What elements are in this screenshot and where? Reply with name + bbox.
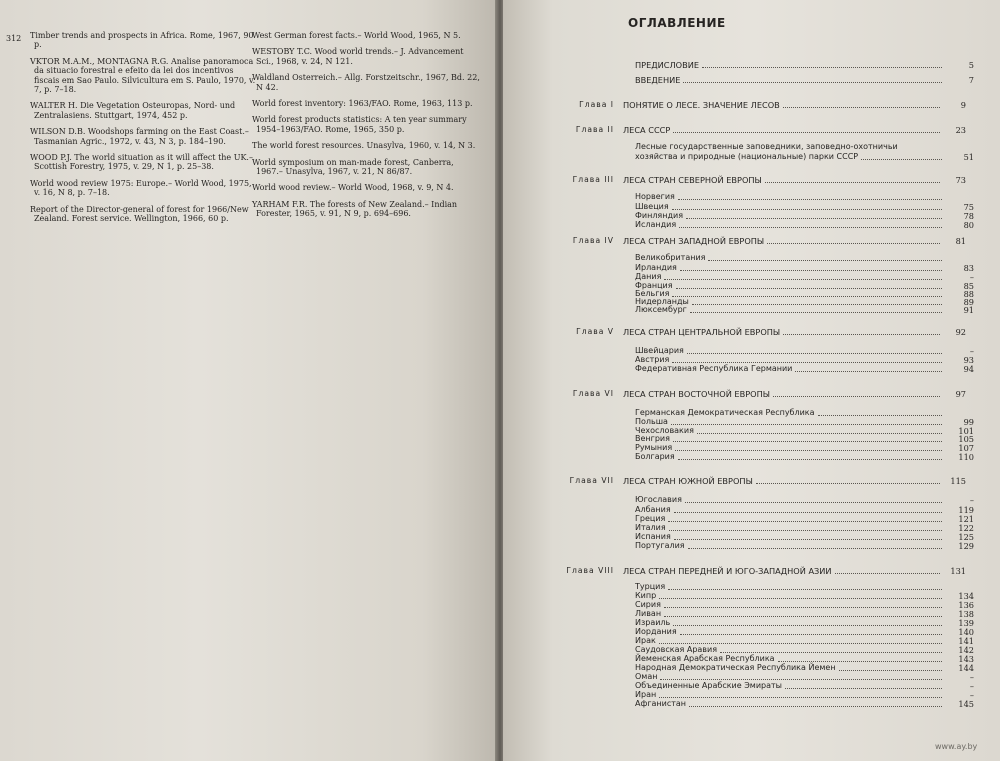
page-ref: 81	[955, 236, 966, 246]
section-title: Израиль	[635, 618, 671, 627]
dot-leader	[785, 681, 942, 689]
dot-leader	[672, 355, 942, 363]
toc-row	[503, 476, 1000, 487]
section-title: Лесные государственные заповедники, заповедно-охотничьи	[635, 142, 898, 151]
page-ref: 83	[963, 263, 974, 273]
toc-row	[503, 175, 1000, 186]
reference-entry: Waldland Osterreich.– Allg. Forstzeitschr., 1967, Bd. 22, N 42.	[252, 73, 480, 92]
dot-leader	[659, 591, 942, 599]
reference-entry: WESTOBY T.C. Wood world trends.– J. Advancement Sci., 1968, v. 24, N 121.	[252, 47, 464, 66]
dot-leader	[674, 505, 942, 513]
page-ref: 85	[963, 281, 974, 291]
reference-entry: WALTER H. Die Vegetation Osteuropas, Nord- und Zentralasiens. Stuttgart, 1974, 452 p.	[30, 101, 236, 120]
dot-leader	[767, 236, 940, 244]
section-title: Венгрия	[635, 434, 670, 443]
section-title: Греция	[635, 514, 666, 523]
dot-leader	[702, 60, 942, 68]
dot-leader	[678, 452, 942, 460]
section-title: Иордания	[635, 627, 677, 636]
toc-row	[503, 305, 1000, 316]
chapter-title: ЛЕСА СТРАН СЕВЕРНОЙ ЕВРОПЫ	[623, 175, 762, 185]
section-title: Ирак	[635, 636, 656, 645]
dot-leader	[675, 443, 942, 451]
reference-entry: VKTOR M.A.M., MONTAGNA R.G. Analise panoramoca da situacio forestral e efeito da lei dos incentivos fiscais em Sao Paulo. Silvicultura em S. Paulo, 1970, v. 7, p. 7–18.	[30, 56, 256, 95]
dot-leader	[680, 263, 942, 271]
toc-row	[503, 566, 1000, 577]
references-column-2	[252, 31, 480, 226]
chapter-title: ЛЕСА СТРАН ЗАПАДНОЙ ЕВРОПЫ	[623, 236, 765, 246]
page-ref: –	[969, 681, 974, 691]
dot-leader	[818, 408, 942, 416]
section-title: Испания	[635, 532, 671, 541]
section-title: Польша	[635, 417, 668, 426]
section-title: Румыния	[635, 443, 673, 452]
section-title: Народная Демократическая Республика Йемен	[635, 663, 836, 672]
dot-leader	[692, 297, 942, 305]
dot-leader	[783, 327, 940, 335]
toc-row	[503, 60, 1000, 71]
chapter-label: Глава V	[576, 327, 614, 336]
section-title: Швейцария	[635, 346, 684, 355]
page-ref: 125	[958, 532, 974, 542]
dot-leader	[720, 645, 942, 653]
page-ref: 139	[958, 618, 974, 628]
reference-entry: West German forest facts.– World Wood, 1965, N 5.	[252, 31, 461, 40]
section-title: Великобритания	[635, 253, 706, 262]
chapter-label: Глава VI	[572, 389, 614, 398]
left-page	[0, 0, 497, 761]
reference-entry: World forest products statistics: A ten year summary 1954–1963/FAO. Rome, 1965, 350 p.	[252, 115, 467, 134]
section-title: Ливан	[635, 609, 662, 618]
section-title: Албания	[635, 505, 671, 514]
section-title: Йеменская Арабская Республика	[635, 654, 775, 663]
toc-row	[503, 125, 1000, 136]
page-ref: 97	[955, 389, 966, 399]
dot-leader	[679, 220, 942, 228]
reference-entry: World forest inventory: 1963/FAO. Rome, 1963, 113 p.	[252, 99, 473, 109]
dot-leader	[672, 289, 942, 297]
chapter-title: ЛЕСА СССР	[623, 125, 671, 135]
dot-leader	[778, 654, 942, 662]
dot-leader	[839, 663, 942, 671]
dot-leader	[783, 100, 940, 108]
dot-leader	[678, 192, 942, 200]
section-title: ПРЕДИСЛОВИЕ	[635, 60, 700, 70]
reference-entry: WILSON D.B. Woodshops farming on the East Coast.– Tasmanian Agric., 1972, v. 43, N 3, p. 184–190.	[30, 127, 249, 146]
reference-entry: Report of the Director-general of forest for 1966/New Zealand. Forest service. Wellington, 1966, 60 p.	[30, 204, 249, 224]
section-title: Саудовская Аравия	[635, 645, 718, 654]
dot-leader	[861, 152, 942, 160]
section-title: Дания	[635, 272, 662, 281]
dot-leader	[676, 281, 942, 289]
page-ref: 122	[958, 523, 974, 533]
chapter-title: ЛЕСА СТРАН ПЕРЕДНЕЙ И ЮГО-ЗАПАДНОЙ АЗИИ	[623, 566, 832, 576]
section-title: Исландия	[635, 220, 677, 229]
toc-row	[503, 100, 1000, 111]
page-ref: 73	[955, 175, 966, 185]
page-ref: 99	[963, 417, 974, 427]
page-ref: 75	[963, 202, 974, 212]
reference-entry: Timber trends and prospects in Africa. Rome, 1967, 90 p.	[30, 31, 254, 50]
page-ref: 91	[963, 305, 974, 315]
page-ref: –	[969, 495, 974, 505]
watermark: www.ay.by	[935, 742, 978, 751]
section-title: Люксембург	[635, 305, 687, 314]
dot-leader	[685, 495, 942, 503]
page-ref: 88	[963, 289, 974, 299]
section-title: Австрия	[635, 355, 670, 364]
section-title: Югославия	[635, 495, 682, 504]
page-ref: 142	[958, 645, 974, 655]
section-title: Финляндия	[635, 211, 684, 220]
toc-row	[503, 389, 1000, 400]
dot-leader	[664, 272, 942, 280]
dot-leader	[664, 609, 942, 617]
dot-leader	[688, 541, 942, 549]
dot-leader	[756, 476, 940, 484]
dot-leader	[659, 690, 942, 698]
page-ref: 92	[955, 327, 966, 337]
page-number: 312	[6, 34, 22, 43]
toc-row	[503, 364, 1000, 375]
dot-leader	[668, 514, 942, 522]
page-ref: 131	[950, 566, 966, 576]
reference-entry: World symposium on man-made forest, Canberra, 1967.– Unasylva, 1967, v. 21, N 86/87.	[252, 157, 454, 177]
page-ref: 51	[963, 152, 974, 162]
toc-row	[503, 541, 1000, 552]
chapter-label: Глава VIII	[566, 566, 614, 575]
dot-leader	[674, 532, 942, 540]
dot-leader	[689, 699, 942, 707]
page-ref: 7	[968, 75, 974, 85]
page-ref: 141	[958, 636, 974, 646]
section-title: Оман	[635, 672, 658, 681]
page-ref: 107	[958, 443, 974, 453]
section-title: Турция	[635, 582, 666, 591]
dot-leader	[708, 253, 942, 261]
page-ref: 143	[958, 654, 974, 664]
section-title: Бельгия	[635, 289, 670, 298]
section-title: Чехословакия	[635, 426, 694, 435]
toc-row	[503, 152, 1000, 163]
section-title: Нидерланды	[635, 297, 689, 306]
page-ref: 138	[958, 609, 974, 619]
section-title: Швеция	[635, 202, 669, 211]
dot-leader	[680, 627, 942, 635]
page-ref: 140	[958, 627, 974, 637]
page-ref: 144	[958, 663, 974, 673]
section-title: Португалия	[635, 541, 685, 550]
page-ref: –	[969, 346, 974, 356]
chapter-title: ЛЕСА СТРАН ЮЖНОЙ ЕВРОПЫ	[623, 476, 753, 486]
dot-leader	[835, 566, 940, 574]
page-ref: 105	[958, 434, 974, 444]
section-title: Афганистан	[635, 699, 687, 708]
dot-leader	[673, 434, 942, 442]
reference-entry: YARHAM F.R. The forests of New Zealand.– Indian Forester, 1965, v. 91, N 9, p. 694–696.	[252, 199, 458, 219]
reference-entry: WOOD P.J. The world situation as it will affect the UK.– Scottish Forestry, 1975, v. 29, N 1, p. 25–38.	[30, 153, 253, 172]
toc-row	[503, 236, 1000, 247]
section-title: Германская Демократическая Республика	[635, 408, 815, 417]
page-ref: 136	[958, 600, 974, 610]
section-title: Ирландия	[635, 263, 677, 272]
page-ref: –	[969, 690, 974, 700]
dot-leader	[773, 389, 940, 397]
dot-leader	[669, 523, 942, 531]
page-ref: 101	[958, 426, 974, 436]
page-ref: 80	[963, 220, 974, 230]
section-title: хозяйства и природные (национальные) парки СССР	[635, 152, 859, 161]
toc-row	[503, 452, 1000, 463]
section-title: ВВЕДЕНИЕ	[635, 75, 681, 85]
references-column-1	[30, 31, 258, 231]
dot-leader	[672, 202, 942, 210]
chapter-title: ЛЕСА СТРАН ЦЕНТРАЛЬНОЙ ЕВРОПЫ	[623, 327, 781, 337]
section-title: Норвегия	[635, 192, 675, 201]
section-title: Федеративная Республика Германии	[635, 364, 793, 373]
dot-leader	[795, 364, 942, 372]
dot-leader	[683, 75, 942, 83]
reference-entry: The world forest resources. Unasylva, 1960, v. 14, N 3.	[252, 141, 476, 151]
dot-leader	[687, 346, 942, 354]
dot-leader	[673, 125, 940, 133]
toc-row	[503, 75, 1000, 86]
reference-entry: World wood review 1975: Europe.– World Wood, 1975, v. 16, N 8, p. 7–18.	[30, 178, 252, 198]
toc-row	[503, 699, 1000, 710]
section-title: Италия	[635, 523, 666, 532]
chapter-title: ЛЕСА СТРАН ВОСТОЧНОЙ ЕВРОПЫ	[623, 389, 770, 399]
page-ref: 145	[958, 699, 974, 709]
dot-leader	[690, 305, 942, 313]
chapter-label: Глава VII	[569, 476, 614, 485]
dot-leader	[671, 417, 942, 425]
section-title: Объединенные Арабские Эмираты	[635, 681, 782, 690]
chapter-label: Глава III	[572, 175, 614, 184]
page-ref: 23	[955, 125, 966, 135]
dot-leader	[659, 636, 942, 644]
page-ref: –	[969, 272, 974, 282]
dot-leader	[765, 175, 940, 183]
page-ref: 9	[960, 100, 966, 110]
page-ref: –	[969, 672, 974, 682]
dot-leader	[664, 600, 942, 608]
page-ref: 121	[958, 514, 974, 524]
page-ref: 110	[958, 452, 974, 462]
page-ref: 5	[968, 60, 974, 70]
chapter-title: ПОНЯТИЕ О ЛЕСЕ. ЗНАЧЕНИЕ ЛЕСОВ	[623, 100, 780, 110]
chapter-label: Глава I	[579, 100, 614, 109]
dot-leader	[686, 211, 942, 219]
right-page	[503, 0, 1000, 761]
dot-leader	[673, 618, 942, 626]
toc-row	[503, 220, 1000, 231]
chapter-label: Глава II	[575, 125, 614, 134]
section-title: Франция	[635, 281, 673, 290]
page-ref: 89	[963, 297, 974, 307]
dot-leader	[660, 672, 942, 680]
section-title: Иран	[635, 690, 657, 699]
page-ref: 119	[958, 505, 974, 515]
section-title: Кипр	[635, 591, 657, 600]
section-title: Сирия	[635, 600, 661, 609]
page-ref: 94	[963, 364, 974, 374]
page-ref: 115	[950, 476, 966, 486]
dot-leader	[668, 582, 942, 590]
toc-row	[503, 327, 1000, 338]
reference-entry: World wood review.– World Wood, 1968, v. 9, N 4.	[252, 183, 454, 193]
toc-title: ОГЛАВЛЕНИЕ	[628, 16, 726, 30]
chapter-label: Глава IV	[572, 236, 614, 245]
page-ref: 93	[963, 355, 974, 365]
section-title: Болгария	[635, 452, 675, 461]
dot-leader	[697, 426, 942, 434]
page-ref: 129	[958, 541, 974, 551]
page-ref: 78	[963, 211, 974, 221]
page-ref: 134	[958, 591, 974, 601]
